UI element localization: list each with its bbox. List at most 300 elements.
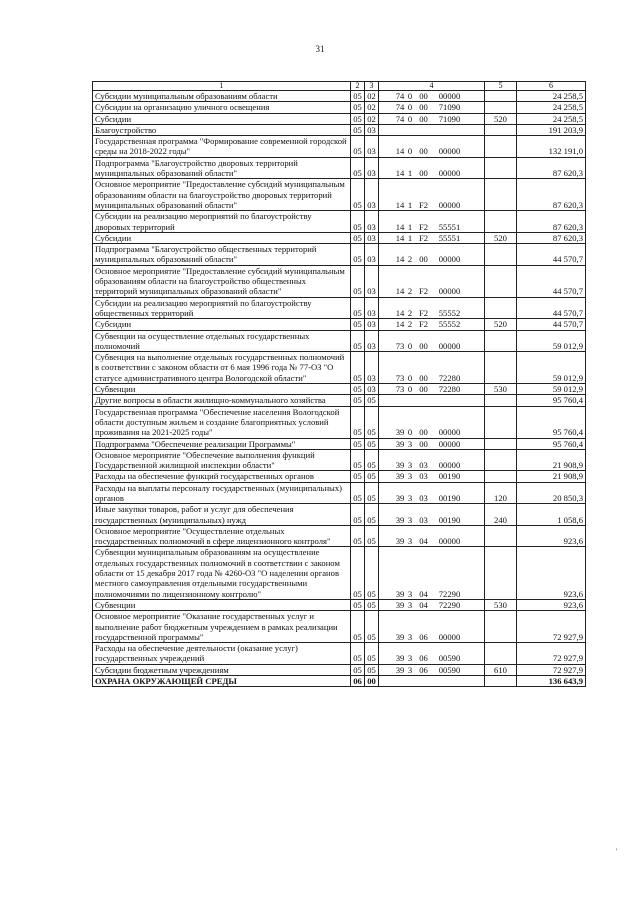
row-name: ОХРАНА ОКРУЖАЮЩЕЙ СРЕДЫ xyxy=(93,676,351,687)
target-article-part: 39 xyxy=(395,631,405,642)
row-expense-type xyxy=(485,547,517,599)
row-expense-type: 610 xyxy=(485,664,517,675)
target-article-part: 39 xyxy=(395,471,405,482)
target-article-part: 0 xyxy=(407,113,413,124)
row-name: Субсидии xyxy=(93,319,351,330)
row-section: 06 xyxy=(351,676,365,687)
table-row xyxy=(93,244,586,266)
table-row xyxy=(93,471,586,482)
row-target-article xyxy=(379,319,485,330)
target-article-part: 00000 xyxy=(438,438,461,449)
target-article-part: 0 xyxy=(407,146,413,157)
target-article-part: 2 xyxy=(407,307,413,318)
target-article-part: 00190 xyxy=(438,514,461,525)
row-target-article xyxy=(379,91,485,102)
row-expense-type xyxy=(485,136,517,158)
row-amount: 72 927,9 xyxy=(517,643,586,665)
target-article-part: 00000 xyxy=(438,286,461,297)
row-section: 05 xyxy=(351,157,365,179)
target-article-part: 0 xyxy=(407,91,413,101)
row-target-article xyxy=(379,676,485,687)
target-article-part: 55551 xyxy=(438,232,461,243)
target-article-part: 04 xyxy=(419,599,428,610)
row-name: Благоустройство xyxy=(93,124,351,135)
target-article-part: 2 xyxy=(407,254,413,265)
row-expense-type: 520 xyxy=(485,319,517,330)
row-target-article xyxy=(379,525,485,547)
target-article-part: 39 xyxy=(395,460,405,471)
target-article-part: 14 xyxy=(395,232,405,243)
target-article-part: 00000 xyxy=(438,168,461,179)
target-article-part: 14 xyxy=(395,168,405,179)
target-article-part: 06 xyxy=(419,664,428,675)
target-article-part: 00 xyxy=(419,102,428,113)
table-row xyxy=(93,91,586,102)
row-expense-type xyxy=(485,102,517,113)
target-article-part: 00000 xyxy=(438,146,461,157)
row-name: Субвенции xyxy=(93,599,351,610)
row-target-article xyxy=(379,395,485,406)
row-name: Субвенции xyxy=(93,384,351,395)
row-expense-type xyxy=(485,406,517,438)
row-expense-type xyxy=(485,297,517,319)
row-expense-type: 240 xyxy=(485,504,517,526)
target-article-part: 39 xyxy=(395,588,405,599)
row-expense-type xyxy=(485,525,517,547)
row-subsection: 03 xyxy=(365,265,379,297)
table-row xyxy=(93,482,586,504)
row-section: 05 xyxy=(351,611,365,643)
row-target-article xyxy=(379,244,485,266)
target-article-part: 06 xyxy=(419,653,428,664)
row-expense-type xyxy=(485,643,517,665)
row-expense-type xyxy=(485,179,517,211)
target-article-part: 04 xyxy=(419,536,428,547)
row-expense-type xyxy=(485,157,517,179)
row-expense-type xyxy=(485,330,517,352)
target-article-part: 3 xyxy=(407,536,413,547)
table-row xyxy=(93,157,586,179)
row-amount: 21 908,9 xyxy=(517,471,586,482)
table-row xyxy=(93,136,586,158)
target-article-part: 71090 xyxy=(438,102,461,113)
target-article-part: 00 xyxy=(419,254,428,265)
row-name: Основное мероприятие "Предоставление субсидий муниципальным образованиям области на благоустройство дворовых территорий муниципальных образований области" xyxy=(93,179,351,211)
row-section: 05 xyxy=(351,504,365,526)
row-name: Субвенции на осуществление отдельных государственных полномочий xyxy=(93,330,351,352)
row-section: 05 xyxy=(351,319,365,330)
row-expense-type xyxy=(485,471,517,482)
target-article-part: 14 xyxy=(395,199,405,210)
target-article-part: 1 xyxy=(407,199,413,210)
row-amount: 95 760,4 xyxy=(517,395,586,406)
table-row xyxy=(93,676,586,687)
target-article-part: 03 xyxy=(419,471,428,482)
row-subsection: 03 xyxy=(365,352,379,384)
row-name: Основное мероприятие "Обеспечение выполнения функций Государственной жилищной инспекции области" xyxy=(93,449,351,471)
row-target-article xyxy=(379,265,485,297)
target-article-part: F2 xyxy=(418,286,429,297)
row-expense-type xyxy=(485,265,517,297)
row-section: 05 xyxy=(351,232,365,243)
target-article-part: 1 xyxy=(407,221,413,232)
table-row xyxy=(93,611,586,643)
target-article-part: 00 xyxy=(419,146,428,157)
row-amount: 24 258,5 xyxy=(517,102,586,113)
row-subsection: 03 xyxy=(365,136,379,158)
row-subsection: 05 xyxy=(365,504,379,526)
row-target-article xyxy=(379,664,485,675)
target-article-part: 00000 xyxy=(438,460,461,471)
target-article-part: 74 xyxy=(395,102,405,113)
row-expense-type xyxy=(485,611,517,643)
row-section: 05 xyxy=(351,179,365,211)
row-section: 05 xyxy=(351,449,365,471)
row-name: Субсидии на реализацию мероприятий по благоустройству общественных территорий xyxy=(93,297,351,319)
row-subsection: 05 xyxy=(365,482,379,504)
target-article-part: F2 xyxy=(418,199,429,210)
row-section: 05 xyxy=(351,113,365,124)
target-article-part: 00 xyxy=(419,340,428,351)
row-target-article xyxy=(379,547,485,599)
row-name: Подпрограмма "Благоустройство дворовых территорий муниципальных образований области" xyxy=(93,157,351,179)
column-number: 4 xyxy=(379,82,485,91)
target-article-part: 14 xyxy=(395,221,405,232)
row-amount: 132 191,0 xyxy=(517,136,586,158)
target-article-part: 73 xyxy=(395,372,405,383)
row-name: Субсидии на организацию уличного освещения xyxy=(93,102,351,113)
table-row xyxy=(93,547,586,599)
row-section: 05 xyxy=(351,124,365,135)
row-amount: 24 258,5 xyxy=(517,113,586,124)
target-article-part: F2 xyxy=(418,221,429,232)
target-article-part: 72290 xyxy=(438,588,461,599)
target-article-part: 39 xyxy=(395,653,405,664)
target-article-part: 14 xyxy=(395,286,405,297)
target-article-part: 00 xyxy=(419,438,428,449)
row-name: Субвенция на выполнение отдельных государственных полномочий в соответствии с законом области от 6 мая 1996 года № 77-ОЗ "О статусе административного центра Вологодской области" xyxy=(93,352,351,384)
row-section: 05 xyxy=(351,102,365,113)
target-article-part: 39 xyxy=(395,492,405,503)
target-article-part: 2 xyxy=(407,319,413,330)
target-article-part: 2 xyxy=(407,286,413,297)
table-row xyxy=(93,124,586,135)
table-row xyxy=(93,102,586,113)
target-article-part: 00 xyxy=(419,113,428,124)
target-article-part: 0 xyxy=(407,427,413,438)
row-section: 05 xyxy=(351,471,365,482)
target-article-part: 39 xyxy=(395,427,405,438)
row-section: 05 xyxy=(351,244,365,266)
row-expense-type xyxy=(485,352,517,384)
target-article-part: 72280 xyxy=(438,372,461,383)
target-article-part: 73 xyxy=(395,384,405,395)
row-name: Основное мероприятие "Оказание государственных услуг и выполнение работ бюджетным учреждением в рамках реализации государственной программы" xyxy=(93,611,351,643)
row-amount: 44 570,7 xyxy=(517,319,586,330)
row-amount: 95 760,4 xyxy=(517,406,586,438)
row-subsection: 02 xyxy=(365,113,379,124)
target-article-part: F2 xyxy=(418,319,429,330)
target-article-part: 3 xyxy=(407,631,413,642)
target-article-part: 14 xyxy=(395,254,405,265)
target-article-part: 14 xyxy=(395,319,405,330)
row-subsection: 02 xyxy=(365,91,379,102)
row-subsection: 05 xyxy=(365,611,379,643)
row-amount: 923,6 xyxy=(517,525,586,547)
table-row xyxy=(93,449,586,471)
row-name: Расходы на обеспечение функций государственных органов xyxy=(93,471,351,482)
row-amount: 87 620,3 xyxy=(517,232,586,243)
target-article-part: 39 xyxy=(395,514,405,525)
target-article-part: 55552 xyxy=(438,307,461,318)
row-section: 05 xyxy=(351,643,365,665)
target-article-part: 55552 xyxy=(438,319,461,330)
row-subsection: 03 xyxy=(365,384,379,395)
column-number: 5 xyxy=(485,82,517,91)
column-number: 1 xyxy=(93,82,351,91)
target-article-part: 00000 xyxy=(438,254,461,265)
row-amount: 59 012,9 xyxy=(517,330,586,352)
table-row xyxy=(93,384,586,395)
row-section: 05 xyxy=(351,525,365,547)
budget-table xyxy=(92,81,586,687)
table-row xyxy=(93,319,586,330)
row-name: Подпрограмма "Обеспечение реализации Программы" xyxy=(93,438,351,449)
row-name: Основное мероприятие "Осуществление отдельных государственных полномочий в сфере лицензионного контроля" xyxy=(93,525,351,547)
row-expense-type xyxy=(485,244,517,266)
target-article-part: 3 xyxy=(407,599,413,610)
target-article-part: 71090 xyxy=(438,113,461,124)
table-row xyxy=(93,330,586,352)
row-expense-type: 520 xyxy=(485,232,517,243)
row-section: 05 xyxy=(351,395,365,406)
row-name: Субсидии бюджетным учреждениям xyxy=(93,664,351,675)
row-amount: 44 570,7 xyxy=(517,297,586,319)
row-subsection: 05 xyxy=(365,406,379,438)
target-article-part: 03 xyxy=(419,492,428,503)
target-article-part: 00 xyxy=(419,168,428,179)
target-article-part: 0 xyxy=(407,102,413,113)
table-row xyxy=(93,352,586,384)
target-article-part: 72280 xyxy=(438,384,461,395)
target-article-part: 00000 xyxy=(438,536,461,547)
row-subsection: 03 xyxy=(365,179,379,211)
target-article-part: 3 xyxy=(407,438,413,449)
row-name: Расходы на обеспечение деятельности (оказание услуг) государственных учреждений xyxy=(93,643,351,665)
row-subsection: 05 xyxy=(365,643,379,665)
row-section: 05 xyxy=(351,330,365,352)
table-row xyxy=(93,643,586,665)
row-subsection: 03 xyxy=(365,157,379,179)
row-target-article xyxy=(379,136,485,158)
row-target-article xyxy=(379,471,485,482)
target-article-part: 3 xyxy=(407,664,413,675)
row-name: Иные закупки товаров, работ и услуг для обеспечения государственных (муниципальных) нужд xyxy=(93,504,351,526)
row-amount: 87 620,3 xyxy=(517,179,586,211)
row-name: Субвенции муниципальным образованиям на осуществление отдельных государственных полномочий в соответствии с законом области от 15 декабря 2017 года № 4260-ОЗ "О наделении органов местного самоуправления отдельными государственными полномочиями по лицензионному контролю" xyxy=(93,547,351,599)
target-article-part: 00000 xyxy=(438,91,461,101)
target-article-part: 00590 xyxy=(438,653,461,664)
target-article-part: 0 xyxy=(407,372,413,383)
target-article-part: 00000 xyxy=(438,340,461,351)
row-section: 05 xyxy=(351,438,365,449)
target-article-part: 3 xyxy=(407,471,413,482)
row-target-article xyxy=(379,482,485,504)
row-target-article xyxy=(379,599,485,610)
row-section: 05 xyxy=(351,547,365,599)
target-article-part: 14 xyxy=(395,146,405,157)
target-article-part: 74 xyxy=(395,91,405,101)
row-amount: 44 570,7 xyxy=(517,244,586,266)
row-section: 05 xyxy=(351,384,365,395)
row-name: Субсидии муниципальным образованиям области xyxy=(93,91,351,102)
row-amount: 923,6 xyxy=(517,599,586,610)
row-section: 05 xyxy=(351,406,365,438)
target-article-part: 00 xyxy=(419,91,428,101)
row-expense-type xyxy=(485,124,517,135)
row-section: 05 xyxy=(351,91,365,102)
target-article-part: 39 xyxy=(395,438,405,449)
target-article-part: 0 xyxy=(407,340,413,351)
row-target-article xyxy=(379,384,485,395)
row-subsection: 03 xyxy=(365,211,379,233)
row-section: 05 xyxy=(351,664,365,675)
row-subsection: 05 xyxy=(365,547,379,599)
target-article-part: 03 xyxy=(419,514,428,525)
table-row xyxy=(93,179,586,211)
row-amount: 72 927,9 xyxy=(517,611,586,643)
row-expense-type: 530 xyxy=(485,384,517,395)
row-name: Основное мероприятие "Предоставление субсидий муниципальным образованиям области на благоустройство общественных территорий муниципальных образований области" xyxy=(93,265,351,297)
row-subsection: 03 xyxy=(365,297,379,319)
target-article-part: 39 xyxy=(395,599,405,610)
target-article-part: 00590 xyxy=(438,664,461,675)
target-article-part: 3 xyxy=(407,588,413,599)
row-expense-type xyxy=(485,438,517,449)
row-amount: 59 012,9 xyxy=(517,384,586,395)
row-name: Субсидии на реализацию мероприятий по благоустройству дворовых территорий xyxy=(93,211,351,233)
row-section: 05 xyxy=(351,482,365,504)
row-target-article xyxy=(379,643,485,665)
row-subsection: 05 xyxy=(365,449,379,471)
row-expense-type: 530 xyxy=(485,599,517,610)
target-article-part: 00 xyxy=(419,372,428,383)
column-number: 3 xyxy=(365,82,379,91)
row-expense-type: 120 xyxy=(485,482,517,504)
row-target-article xyxy=(379,113,485,124)
row-target-article xyxy=(379,157,485,179)
row-target-article xyxy=(379,449,485,471)
row-subsection: 05 xyxy=(365,471,379,482)
target-article-part: 74 xyxy=(395,113,405,124)
row-target-article xyxy=(379,179,485,211)
target-article-part: 1 xyxy=(407,232,413,243)
row-amount: 136 643,9 xyxy=(517,676,586,687)
row-amount: 1 058,6 xyxy=(517,504,586,526)
target-article-part: 04 xyxy=(419,588,428,599)
row-subsection: 00 xyxy=(365,676,379,687)
target-article-part: 00 xyxy=(419,384,428,395)
column-number-row xyxy=(93,82,586,91)
target-article-part: 73 xyxy=(395,340,405,351)
row-amount: 24 258,5 xyxy=(517,91,586,102)
target-article-part: 55551 xyxy=(438,221,461,232)
table-row xyxy=(93,438,586,449)
target-article-part: F2 xyxy=(418,232,429,243)
row-subsection: 05 xyxy=(365,395,379,406)
row-amount: 20 850,3 xyxy=(517,482,586,504)
row-target-article xyxy=(379,406,485,438)
target-article-part: 3 xyxy=(407,514,413,525)
row-amount: 44 570,7 xyxy=(517,265,586,297)
row-subsection: 05 xyxy=(365,664,379,675)
target-article-part: 3 xyxy=(407,460,413,471)
target-article-part: 14 xyxy=(395,307,405,318)
row-target-article xyxy=(379,297,485,319)
row-amount: 87 620,3 xyxy=(517,211,586,233)
table-row xyxy=(93,664,586,675)
row-section: 05 xyxy=(351,297,365,319)
target-article-part: 03 xyxy=(419,460,428,471)
row-section: 05 xyxy=(351,599,365,610)
row-subsection: 03 xyxy=(365,244,379,266)
table-row xyxy=(93,113,586,124)
row-amount: 59 012,9 xyxy=(517,352,586,384)
row-section: 05 xyxy=(351,136,365,158)
table-row xyxy=(93,504,586,526)
row-expense-type xyxy=(485,676,517,687)
row-subsection: 05 xyxy=(365,525,379,547)
row-subsection: 03 xyxy=(365,330,379,352)
row-expense-type xyxy=(485,211,517,233)
target-article-part: 0 xyxy=(407,384,413,395)
row-name: Другие вопросы в области жилищно-коммунального хозяйства xyxy=(93,395,351,406)
row-target-article xyxy=(379,211,485,233)
table-row xyxy=(93,599,586,610)
column-number: 2 xyxy=(351,82,365,91)
target-article-part: 00190 xyxy=(438,492,461,503)
row-name: Государственная программа "Обеспечение населения Вологодской области доступным жильем и создание благоприятных условий проживания на 2021-2025 годы" xyxy=(93,406,351,438)
table-row xyxy=(93,406,586,438)
target-article-part: 3 xyxy=(407,492,413,503)
table-row xyxy=(93,525,586,547)
row-section: 05 xyxy=(351,265,365,297)
target-article-part: 00000 xyxy=(438,199,461,210)
row-target-article xyxy=(379,102,485,113)
row-subsection: 05 xyxy=(365,438,379,449)
target-article-part: 39 xyxy=(395,536,405,547)
target-article-part: 00000 xyxy=(438,427,461,438)
target-article-part: 06 xyxy=(419,631,428,642)
row-expense-type xyxy=(485,449,517,471)
target-article-part: 00000 xyxy=(438,631,461,642)
row-name: Расходы на выплаты персоналу государственных (муниципальных) органов xyxy=(93,482,351,504)
target-article-part: 00 xyxy=(419,427,428,438)
row-subsection: 03 xyxy=(365,124,379,135)
row-target-article xyxy=(379,124,485,135)
row-target-article xyxy=(379,330,485,352)
row-amount: 95 760,4 xyxy=(517,438,586,449)
table-row xyxy=(93,232,586,243)
row-target-article xyxy=(379,611,485,643)
row-name: Государственная программа "Формирование современной городской среды на 2018-2022 годы" xyxy=(93,136,351,158)
page-number: 31 xyxy=(315,44,325,54)
row-name: Субсидии xyxy=(93,113,351,124)
row-amount: 87 620,3 xyxy=(517,157,586,179)
row-section: 05 xyxy=(351,211,365,233)
row-target-article xyxy=(379,352,485,384)
row-amount: 72 927,9 xyxy=(517,664,586,675)
